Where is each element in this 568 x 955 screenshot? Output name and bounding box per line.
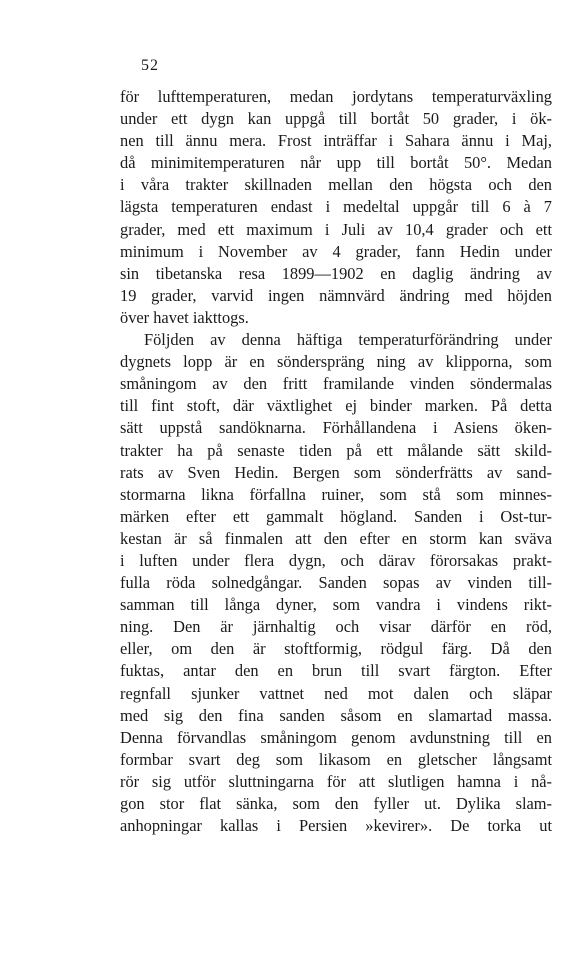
paragraph-start-line: Följden av denna häftiga temperaturförändring under	[144, 330, 552, 350]
text-line: eller, om den är stoftformig, rödgul färg. Då den	[120, 639, 552, 659]
text-line: med sig den fina sanden såsom en slamartad massa.	[120, 705, 552, 725]
text-line: sätt uppstå sandöknarna. Förhållandena i Asiens öken-	[120, 418, 552, 438]
text-line: anhopningar kallas i Persien »kevirer». De torka ut	[120, 816, 552, 836]
page-number: 52	[141, 57, 159, 74]
text-line: fuktas, antar den en brun till svart färgton. Efter	[120, 661, 552, 681]
text-line: nen till ännu mera. Frost inträffar i Sahara ännu i Maj,	[120, 131, 552, 151]
text-line: sin tibetanska resa 1899—1902 en daglig ändring av	[120, 263, 552, 283]
text-line: minimum i November av 4 grader, fann Hedin under	[120, 241, 552, 261]
text-line: rör sig utför sluttningarna för att slutligen hamna i nå-	[120, 771, 552, 791]
text-line: lägsta temperaturen endast i medeltal uppgår till 6 à 7	[120, 197, 552, 217]
text-line: märken efter ett gammalt högland. Sanden i Ost-tur-	[120, 506, 552, 526]
text-line: gon stor flat sänka, som den fyller ut. Dylika slam-	[120, 794, 552, 813]
text-line: stormarna likna förfallna ruiner, som stå som minnes-	[120, 484, 552, 504]
text-line: fulla röda solnedgångar. Sanden sopas av vinden till-	[120, 573, 552, 593]
text-line: i luften under flera dygn, och därav förorsakas prakt-	[120, 550, 552, 570]
text-line: trakter ha på senaste tiden på ett målande sätt skild-	[120, 440, 552, 460]
text-line: småningom av den fritt framilande vinden söndermalas	[120, 374, 552, 394]
text-line: 19 grader, varvid ingen nämnvärd ändring med höjden	[120, 285, 552, 305]
body-text	[120, 86, 552, 837]
text-line: ning. Den är järnhaltig och visar därför en röd,	[120, 617, 552, 637]
text-line: kestan är så finmalen att den efter en storm kan sväva	[120, 528, 552, 548]
text-line: dygnets lopp är en sönderspräng ning av klipporna, som	[120, 352, 552, 372]
text-line: formbar svart deg som likasom en gletscher långsamt	[120, 749, 552, 769]
text-line: grader, med ett maximum i Juli av 10,4 grader och ett	[120, 219, 552, 239]
text-line: under ett dygn kan uppgå till bortåt 50 grader, i ök-	[120, 109, 552, 129]
text-line: Denna förvandlas småningom genom avdunstning till en	[120, 727, 552, 747]
text-line: rats av Sven Hedin. Bergen som sönderfrätts av sand-	[120, 462, 552, 482]
text-line: samman till långa dyner, som vandra i vindens rikt-	[120, 595, 552, 615]
text-line: i våra trakter skillnaden mellan den högsta och den	[120, 175, 552, 195]
text-line: till fint stoft, där växtlighet ej binder marken. På detta	[120, 396, 552, 416]
paragraph-end-line: över havet iakttogs.	[120, 307, 249, 327]
text-line: då minimitemperaturen når upp till bortåt 50°. Medan	[120, 153, 552, 173]
text-line: regnfall sjunker vattnet ned mot dalen och släpar	[120, 683, 552, 703]
text-line: för lufttemperaturen, medan jordytans temperaturväxling	[120, 87, 552, 106]
